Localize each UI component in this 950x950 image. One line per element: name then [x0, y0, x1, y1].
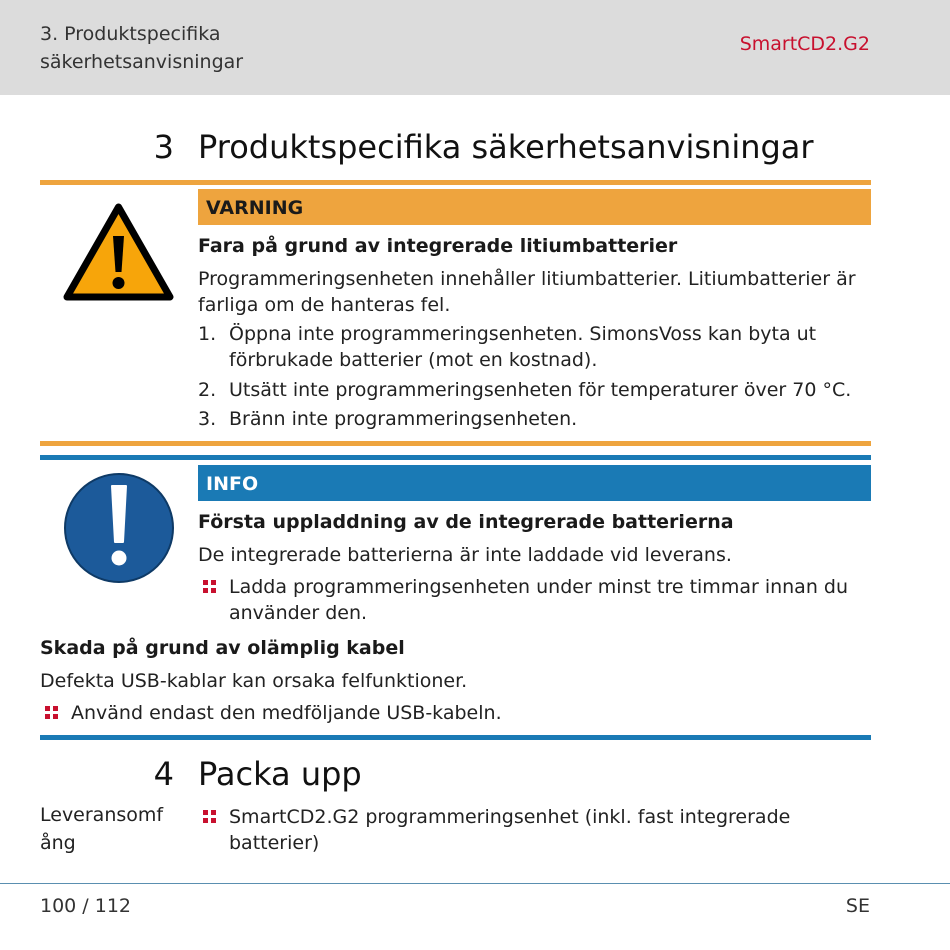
header-section-title — [40, 20, 243, 76]
side-label-line1: Leveransomf — [40, 804, 164, 826]
section4-side-label — [40, 801, 180, 857]
page-header — [0, 0, 950, 95]
section4-number: 4 — [153, 755, 174, 793]
section3-title: Produktspecifika säkerhetsanvisningar — [198, 128, 814, 166]
info-heading: Första uppladdning av de integrerade batterierna — [198, 511, 734, 533]
warning-item-2-number: 2. — [198, 379, 217, 401]
info-label-bar: INFO — [198, 465, 871, 501]
header-section-line1: 3. Produktspecifika — [40, 23, 221, 45]
section4-bullet-text — [229, 804, 871, 856]
info-bullet-line2: använder den. — [229, 602, 368, 624]
warning-item-3: Bränn inte programmeringsenheten. — [229, 408, 578, 430]
header-product-name: SmartCD2.G2 — [739, 33, 870, 55]
footer-rule — [0, 883, 950, 884]
page-number: 100 / 112 — [40, 895, 132, 917]
warning-item-1-line1: Öppna inte programmeringsenheten. SimonsVoss kan byta ut — [229, 323, 817, 345]
warning-item-1-line2: förbrukade batterier (mot en kostnad). — [229, 349, 598, 371]
warning-text-line1: Programmeringsenheten innehåller litiumbatterier. Litiumbatterier är — [198, 268, 856, 290]
warning-text — [198, 266, 871, 318]
warning-heading: Fara på grund av integrerade litiumbatterier — [198, 235, 678, 257]
language-code: SE — [845, 895, 870, 917]
section4-bullet-icon — [203, 810, 216, 823]
warning-item-1 — [229, 321, 871, 373]
header-section-line2: säkerhetsanvisningar — [40, 51, 244, 73]
warning-triangle-icon — [62, 202, 175, 302]
warning-text-line2: farliga om de hanteras fel. — [198, 294, 451, 316]
info-bottom-rule — [40, 735, 871, 740]
cable-bullet-icon — [45, 706, 58, 719]
info-text: De integrerade batterierna är inte laddade vid leverans. — [198, 544, 732, 566]
section3-number: 3 — [153, 128, 174, 166]
info-bullet-text — [229, 574, 871, 626]
warning-item-3-number: 3. — [198, 408, 217, 430]
warning-item-1-number: 1. — [198, 323, 217, 345]
section4-bullet-line2: batterier) — [229, 832, 320, 854]
warning-top-rule — [40, 180, 871, 185]
section4-title: Packa upp — [198, 755, 362, 793]
warning-label-bar: VARNING — [198, 189, 871, 225]
side-label-line2: ång — [40, 832, 76, 854]
info-bullet-line1: Ladda programmeringsenheten under minst tre timmar innan du — [229, 576, 849, 598]
info-bullet-icon — [203, 580, 216, 593]
cable-bullet-text: Använd endast den medföljande USB-kabeln. — [71, 702, 502, 724]
cable-heading: Skada på grund av olämplig kabel — [40, 637, 405, 659]
cable-text: Defekta USB-kablar kan orsaka felfunktioner. — [40, 670, 468, 692]
info-top-rule — [40, 455, 871, 460]
warning-item-2: Utsätt inte programmeringsenheten för temperaturer över 70 °C. — [229, 379, 852, 401]
info-exclamation-icon — [63, 472, 175, 584]
warning-bottom-rule — [40, 441, 871, 446]
section4-bullet-line1: SmartCD2.G2 programmeringsenhet (inkl. fast integrerade — [229, 806, 791, 828]
